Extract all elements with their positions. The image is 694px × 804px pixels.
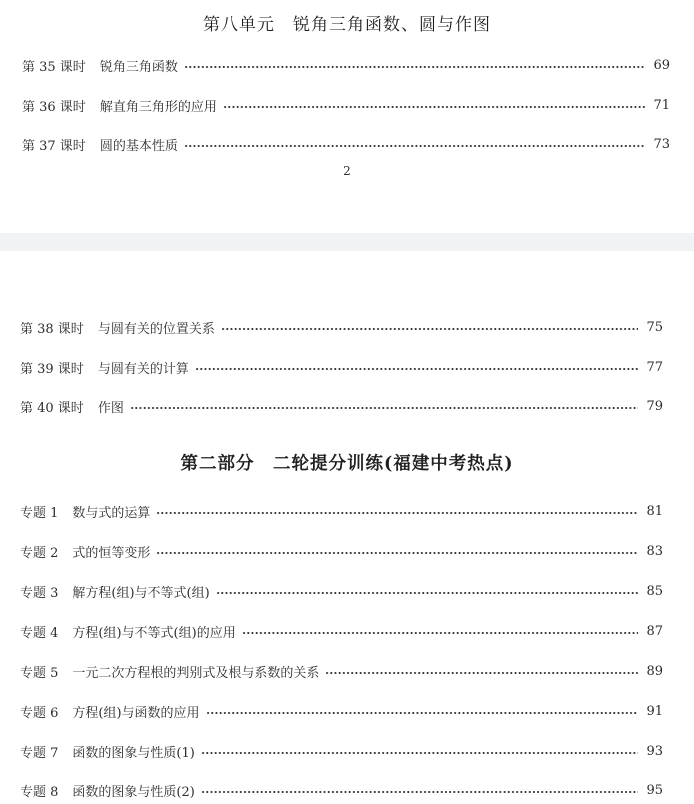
topic-label: 专题 8 bbox=[20, 784, 59, 800]
toc-entry-lesson-37[interactable] bbox=[22, 134, 670, 154]
toc-entry-lesson-40[interactable] bbox=[20, 396, 663, 416]
part-2-heading: 第二部分 二轮提分训练(福建中考热点) bbox=[180, 454, 514, 474]
dot-leader bbox=[184, 144, 646, 148]
toc-entry-topic-5[interactable] bbox=[20, 661, 663, 681]
dot-leader bbox=[156, 511, 638, 515]
lesson-label: 第 35 课时 bbox=[22, 59, 86, 75]
topic-label: 专题 5 bbox=[20, 665, 59, 681]
topic-label: 专题 4 bbox=[20, 625, 59, 641]
page-number: 2 bbox=[343, 164, 351, 178]
topic-title: 数与式的运算 bbox=[72, 505, 151, 521]
topic-title: 式的恒等变形 bbox=[72, 545, 151, 561]
topic-label: 专题 2 bbox=[20, 545, 59, 561]
dot-leader bbox=[156, 551, 638, 555]
topic-title: 解方程(组)与不等式(组) bbox=[72, 585, 210, 601]
topic-label: 专题 1 bbox=[20, 505, 59, 521]
dot-leader bbox=[325, 671, 638, 675]
toc-page-top bbox=[0, 0, 694, 233]
topic-title: 函数的图象与性质(2) bbox=[72, 784, 195, 800]
toc-entry-topic-7[interactable] bbox=[20, 741, 663, 761]
page-ref: 91 bbox=[646, 703, 663, 719]
page-ref: 83 bbox=[646, 543, 663, 559]
page-ref: 75 bbox=[646, 319, 663, 335]
toc-page-bottom bbox=[0, 251, 694, 804]
dot-leader bbox=[201, 751, 639, 755]
dot-leader bbox=[130, 406, 639, 410]
lesson-title: 圆的基本性质 bbox=[99, 138, 178, 154]
lesson-title: 与圆有关的计算 bbox=[97, 361, 189, 377]
topic-label: 专题 7 bbox=[20, 745, 59, 761]
toc-entry-topic-6[interactable] bbox=[20, 701, 663, 721]
page-ref: 79 bbox=[646, 398, 663, 414]
page-ref: 87 bbox=[646, 623, 663, 639]
lesson-label: 第 39 课时 bbox=[20, 361, 84, 377]
toc-entry-lesson-35[interactable] bbox=[22, 55, 670, 75]
lesson-label: 第 36 课时 bbox=[22, 99, 86, 115]
topic-title: 方程(组)与函数的应用 bbox=[72, 705, 200, 721]
toc-entry-topic-3[interactable] bbox=[20, 581, 663, 601]
page-ref: 89 bbox=[646, 663, 663, 679]
lesson-title: 与圆有关的位置关系 bbox=[97, 321, 215, 337]
toc-entry-topic-1[interactable] bbox=[20, 501, 663, 521]
lesson-label: 第 37 课时 bbox=[22, 138, 86, 154]
topic-title: 函数的图象与性质(1) bbox=[72, 745, 195, 761]
toc-entry-lesson-38[interactable] bbox=[20, 317, 663, 337]
dot-leader bbox=[201, 790, 639, 794]
lesson-label: 第 38 课时 bbox=[20, 321, 84, 337]
dot-leader bbox=[195, 367, 639, 371]
topic-title: 方程(组)与不等式(组)的应用 bbox=[72, 625, 236, 641]
toc-entry-lesson-39[interactable] bbox=[20, 357, 663, 377]
page-ref: 71 bbox=[653, 97, 670, 113]
page-ref: 69 bbox=[653, 57, 670, 73]
lesson-title: 解直角三角形的应用 bbox=[99, 99, 217, 115]
topic-label: 专题 6 bbox=[20, 705, 59, 721]
topic-label: 专题 3 bbox=[20, 585, 59, 601]
dot-leader bbox=[184, 65, 646, 69]
dot-leader bbox=[223, 105, 646, 109]
toc-entry-topic-2[interactable] bbox=[20, 541, 663, 561]
dot-leader bbox=[216, 591, 639, 595]
toc-entry-topic-4[interactable] bbox=[20, 621, 663, 641]
page-ref: 93 bbox=[646, 743, 663, 759]
lesson-title: 锐角三角函数 bbox=[99, 59, 178, 75]
dot-leader bbox=[206, 711, 639, 715]
toc-entry-topic-8[interactable] bbox=[20, 780, 663, 800]
dot-leader bbox=[242, 631, 639, 635]
page-ref: 85 bbox=[646, 583, 663, 599]
lesson-title: 作图 bbox=[97, 400, 124, 416]
topic-title: 一元二次方程根的判别式及根与系数的关系 bbox=[72, 665, 320, 681]
page-ref: 77 bbox=[646, 359, 663, 375]
page-ref: 73 bbox=[653, 136, 670, 152]
page-ref: 95 bbox=[646, 782, 663, 798]
page-ref: 81 bbox=[646, 503, 663, 519]
dot-leader bbox=[221, 327, 639, 331]
unit-8-heading: 第八单元 锐角三角函数、圆与作图 bbox=[203, 15, 491, 35]
toc-entry-lesson-36[interactable] bbox=[22, 95, 670, 115]
lesson-label: 第 40 课时 bbox=[20, 400, 84, 416]
page-separator bbox=[0, 233, 694, 251]
